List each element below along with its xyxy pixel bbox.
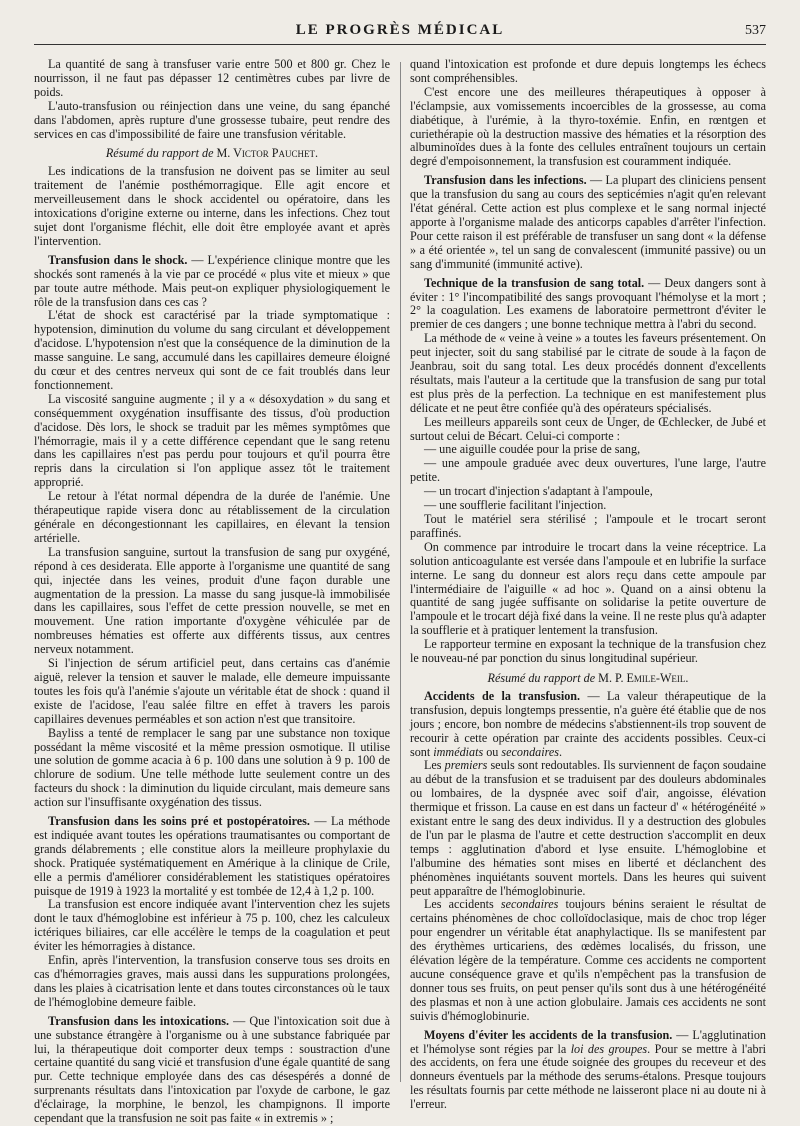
paragraph: Les indications de la transfusion ne doivent pas se limiter au seul traitement de l'anémie posthémorragique. Elle agit encore et merveilleusement dans le shock accidentel ou opératoire, dans les intoxications d'origine externe ou interne, dans les infections. Chez tout sujet dont l'organisme fléchit, elle doit être employée avant et après l'intervention. <box>34 164 390 248</box>
right-column <box>410 57 767 1112</box>
text: seuls sont redoutables. Ils surviennent de façon soudaine au début de la transfusion et se traduisent par des douleurs abdominales ou lombaires, de la dyspnée avec soif d'air, angoisse, élévation thermique et frisson. La cause en est dans un facteur d' « hétérogénéité » existant entre le sang des deux individus. Il y a destruction des globules de l'un par le plasma de l'autre et cette destruction s'accomplit en deux temps : agglutination d'abord et lyse ensuite. L'hémoglobine et l'albumine des hématies sont mises en liberté et déclanchent des phénomènes inquiétants souvent mortels. Dans les heures qui suivent peut apparaître de l'hémoglobinurie. <box>410 758 767 898</box>
paragraph: Enfin, après l'intervention, la transfusion conserve tous ses droits en cas d'hémorragies graves, mais aussi dans les suppurations prolongées, dans les plaies à cicatrisation lente et dans toutes circonstances où le taux de l'hémoglobine demeure faible. <box>34 953 391 1009</box>
list-item: — une ampoule graduée avec deux ouvertures, l'une large, l'autre petite. <box>410 456 766 485</box>
paragraph: La transfusion sanguine, surtout la transfusion de sang pur oxygéné, répond à ces desiderata. Elle apporte à l'organisme une quantité de sang qui, injectée dans les veines, produit d'une façon durable une augmentation de la pression. La masse du sang jusque-là immobilisée dans les capillaires, sous l'effet de cette pression nouvelle, se met en mouvement. Une ration importante d'oxygène véhiculée par de nombreuses hématies est offerte aux différents tissus, aux centres nerveux notamment. <box>34 544 390 657</box>
left-column <box>34 57 391 1126</box>
paragraph: On commence par introduire le trocart dans la veine réceptrice. La solution anticoagulante est versée dans l'ampoule et en lubrifie la surface interne. Le sang du donneur est alors reçu dans cette ampoule par l'intermédiaire de l'aiguille « ad hoc ». Quand on a ainsi obtenu la quantité de sang jugée suffisante on solidarise la petite ouverture de l'ampoule et le trocart déjà fixé dans la veine. Il ne reste plus qu'à adapter la soufflerie et à pratiquer lentement la transfusion. <box>410 539 766 638</box>
paragraph: L'auto-transfusion ou réinjection dans une veine, du sang épanché dans l'abdomen, après rupture d'une grossesse tubaire, peut rendre des services en cas d'impossibilité de faire une transfusion véritable. <box>34 98 390 141</box>
section-paragraph <box>410 1029 766 1112</box>
page-number: 537 <box>745 23 766 38</box>
paragraph: Les meilleurs appareils sont ceux de Unger, de Œchlecker, de Jubé et surtout celui de Bécart. Celui-ci comporte : <box>410 414 766 443</box>
section-heading: Moyens d'éviter les accidents de la transfusion. <box>424 1027 673 1042</box>
section-paragraph <box>34 1015 390 1126</box>
text: toujours bénins seraient le résultat de certains phénomènes de choc colloïdoclasique, mais de choc trop léger pour engendrer un véritable état anaphylactique. Ils se manifestent par des érythèmes urticariens, des œdèmes localisés, du frisson, une élévation légère de la température. Comme ces accidents ne comportent aucune conséquence grave et qu'ils n'empêchent pas la transfusion de donner tous ses fruits, on peut penser qu'ils sont dus à une hétérogénéité des plasmas et non à une action globulaire. Jamais ces accidents ne sont suivis d'hémoglobinurie. <box>410 897 766 1023</box>
paragraph: Tout le matériel sera stérilisé ; l'ampoule et le trocart seront paraffinés. <box>410 512 766 540</box>
rubric-lead: Résumé du rapport de <box>105 146 214 161</box>
paragraph: La transfusion est encore indiquée avant l'intervention chez les sujets dont le taux d'hémoglobine est inférieur à 75 p. 100, chez les calculeux ictériques biliaires, car elle accélère le temps de la coagulation et peut éviter les hémorragies à distance. <box>34 897 390 954</box>
rubric-author: M. P. Emile-Weil. <box>598 670 689 685</box>
section-text: — L'agglutination et l'hémolyse sont régies par la <box>410 1027 766 1056</box>
emphasis: immédiats <box>433 744 484 759</box>
paragraph: Bayliss a tenté de remplacer le sang par une substance non toxique possédant la même viscosité et la même pression osmotique. Il utilise une solution de gomme acacia à 6 p. 100 dans une solution à 9 p. 100 de chlorure de sodium. Une telle méthode lutte seulement contre un des facteurs du shock : la diminution du liquide circulant, mais demeure sans action sur l'insuffisante oxygénation des tissus. <box>34 725 390 810</box>
section-text: — La plupart des cliniciens pensent que la transfusion du sang au cours des septicémies n'agit qu'en relevant l'état général. Cette action est plus complexe et le sang normal injecté apporte à l'organisme malade des anticorps capables d'arrêter l'infection. Pour cette raison il est préférable de transfuser un sang dont « la défense » a été orientée », tel un sang de convalescent (immunité passive) ou un sang d'immunité (immunité active). <box>410 173 766 271</box>
section-heading: Transfusion dans les soins pré et postopératoires. <box>48 814 310 829</box>
section-paragraph <box>34 815 390 898</box>
paragraph: La quantité de sang à transfuser varie entre 500 et 800 gr. Chez le nourrisson, il ne faut pas dépasser 12 centimètres cubes par livre de poids. <box>34 57 390 99</box>
journal-title: LE PROGRÈS MÉDICAL <box>295 22 505 38</box>
list-item: — une soufflerie facilitant l'injection. <box>424 498 607 513</box>
section-text: — Que l'intoxication soit due à une substance étrangère à l'organisme ou à une substance fabriquée par lui, la thérapeutique doit comporter deux temps : soustraction d'une certaine quantité du sang vicié et transfusion d'une égale quantité de sang pur. Cette technique employée dans des cas désespérés a donné de surprenants résultats dans l'intoxication par l'oxyde de carbone, le gaz d'éclairage, la morphine, le benzol, les champignons. Il importe cependant que la transfusion ne soit pas faite « in extremis » ; <box>34 1013 390 1126</box>
section-text: — L'expérience clinique montre que les shockés sont ramenés à la vie par ce procédé « plus vite et mieux » que par toute autre méthode. Mais peut-on expliquer physiologiquement le rôle de la transfusion dans ces cas ? <box>34 252 390 309</box>
emphasis: secondaires <box>501 744 559 759</box>
section-paragraph <box>34 254 390 310</box>
running-header <box>34 22 766 45</box>
text: Les accidents <box>424 897 501 912</box>
paragraph: Si l'injection de sérum artificiel peut, dans certains cas d'anémie aiguë, relever la tension et sauver le malade, elle demeure impuissante toutes les fois qu'à l'anémie s'ajoute un véritable état de shock : quand il existe de l'acidose, l'eau salée filtre en effet à travers les parois capillaires devenues perméables et son action n'est que transitoire. <box>34 656 390 726</box>
section-text: . <box>558 744 563 759</box>
section-text: — La valeur thérapeutique de la transfusion, depuis longtemps pressentie, n'a guère été établie que de nos jours ; encore, bon nombre de médecins s'abstiennent-ils trop souvent de recourir à cette opération par crainte des accidents possibles. Ceux-ci sont <box>410 688 767 759</box>
paragraph: Le rapporteur termine en exposant la technique de la transfusion chez le nouveau-né par ponction du sinus longitudinal supérieur. <box>410 637 766 666</box>
section-heading: Transfusion dans les infections. <box>424 173 587 188</box>
text: Les <box>424 758 445 773</box>
list-item: — une aiguille coudée pour la prise de sang, <box>424 442 641 457</box>
paragraph: La méthode de « veine à veine » a toutes les faveurs présentement. On peut injecter, soit du sang stabilisé par le citrate de soude à la façon de Jeanbrau, soit du sang total. Les deux procédés donnent d'excellents résultats, mais l'auteur a la certitude que la transfusion de sang pur total est plus près de la perfection. La technique en est manifestement plus délicate et ne peut être confiée qu'à des opérateurs spécialisés. <box>410 331 766 415</box>
emphasis: loi des groupes <box>570 1041 648 1056</box>
emphasis: secondaires <box>500 897 559 912</box>
paragraph: quand l'intoxication est profonde et dure depuis longtemps les échecs sont compréhensibles. <box>410 57 766 85</box>
section-text: — La méthode est indiquée avant toutes les opérations traumatisantes ou comportant de grands délabrements ; elle constitue alors la meilleure prophylaxie du shock. Pratiquée systématiquement en Amérique à la clinique de Crile, elle a permis d'améliorer considérablement les statistiques opératoires puisque de 1919 à 1923 la mortalité y est tombée de 12,4 à 1,2 p. 100. <box>34 814 391 898</box>
rubric-lead: Résumé du rapport de <box>487 670 596 685</box>
section-heading: Transfusion dans le shock. <box>48 252 188 267</box>
rubric-author: M. Victor Pauchet. <box>216 146 319 161</box>
paragraph: L'état de shock est caractérisé par la triade symptomatique : hypotension, diminution du volume du sang circulant et développement d'acidose. L'hypotension n'est que la conséquence de la diminution de la masse sanguine. Le sang, accumulé dans les capillaires demeure éloigné du cœur et des centres nerveux qui sont de ce fait troublés dans leur fonctionnement. <box>34 308 390 392</box>
list-item: — un trocart d'injection s'adaptant à l'ampoule, <box>424 484 653 499</box>
emphasis: premiers <box>444 758 488 773</box>
paragraph: La viscosité sanguine augmente ; il y a « désoxydation » du sang et conséquemment oxygénation insuffisante des tissus, d'où production d'acidose. Dès lors, le shock se traduit par les mêmes symptômes que l'hémorragie, mais il y a cette différence cependant que le sang retenu dans les capillaires n'est pas perdu pour toujours et qu'il pourra être repris dans la circulation si l'on applique assez tôt le traitement approprié. <box>34 391 390 490</box>
section-heading: Accidents de la transfusion. <box>424 688 581 703</box>
section-paragraph <box>410 690 766 760</box>
section-text: — Deux dangers sont à éviter : 1° l'incompatibilité des sangs provoquant l'hémolyse et la mort ; 2° la coagulation. Les examens de laboratoire permettront d'éviter le premier de ces dangers ; une bonne technique mettra à l'abri du second. <box>410 275 766 332</box>
text-columns <box>34 57 767 1126</box>
section-heading: Transfusion dans les intoxications. <box>48 1013 230 1028</box>
section-heading: Technique de la transfusion de sang total. <box>424 275 645 290</box>
section-text: . Pour se mettre à l'abri des accidents, on fera une étude soignée des groupes du receveur et des donneurs éventuels par la méthode des serums-étalons. Presque toujours les résultats fournis par cette méthode ne laisseront place ni au doute ni à l'erreur. <box>410 1041 767 1112</box>
paragraph: C'est encore une des meilleures thérapeutiques à opposer à l'éclampsie, aux vomissements incoercibles de la grossesse, au coma diabétique, à l'urémie, à la thyro-toxémie. Enfin, en rœntgen et curiethérapie où la destruction massive des hématies et la résorption des albuminoïdes dues à la fonte des cellules entraînent toujours un certain degré d'empoisonnement, la transfusion est couramment indiquée. <box>410 84 766 169</box>
column-divider <box>400 62 401 1082</box>
report-rubric <box>34 147 390 161</box>
paragraph <box>410 898 766 1023</box>
section-paragraph <box>410 174 766 271</box>
report-rubric <box>410 672 766 686</box>
paragraph: Le retour à l'état normal dépendra de la durée de l'anémie. Une thérapeutique rapide visera donc au rétablissement de la circulation générale en décongestionnant les capillaires, en élevant la tension artérielle. <box>34 489 390 545</box>
section-paragraph <box>410 277 766 333</box>
section-text: ou <box>483 744 502 759</box>
paragraph <box>410 759 766 898</box>
